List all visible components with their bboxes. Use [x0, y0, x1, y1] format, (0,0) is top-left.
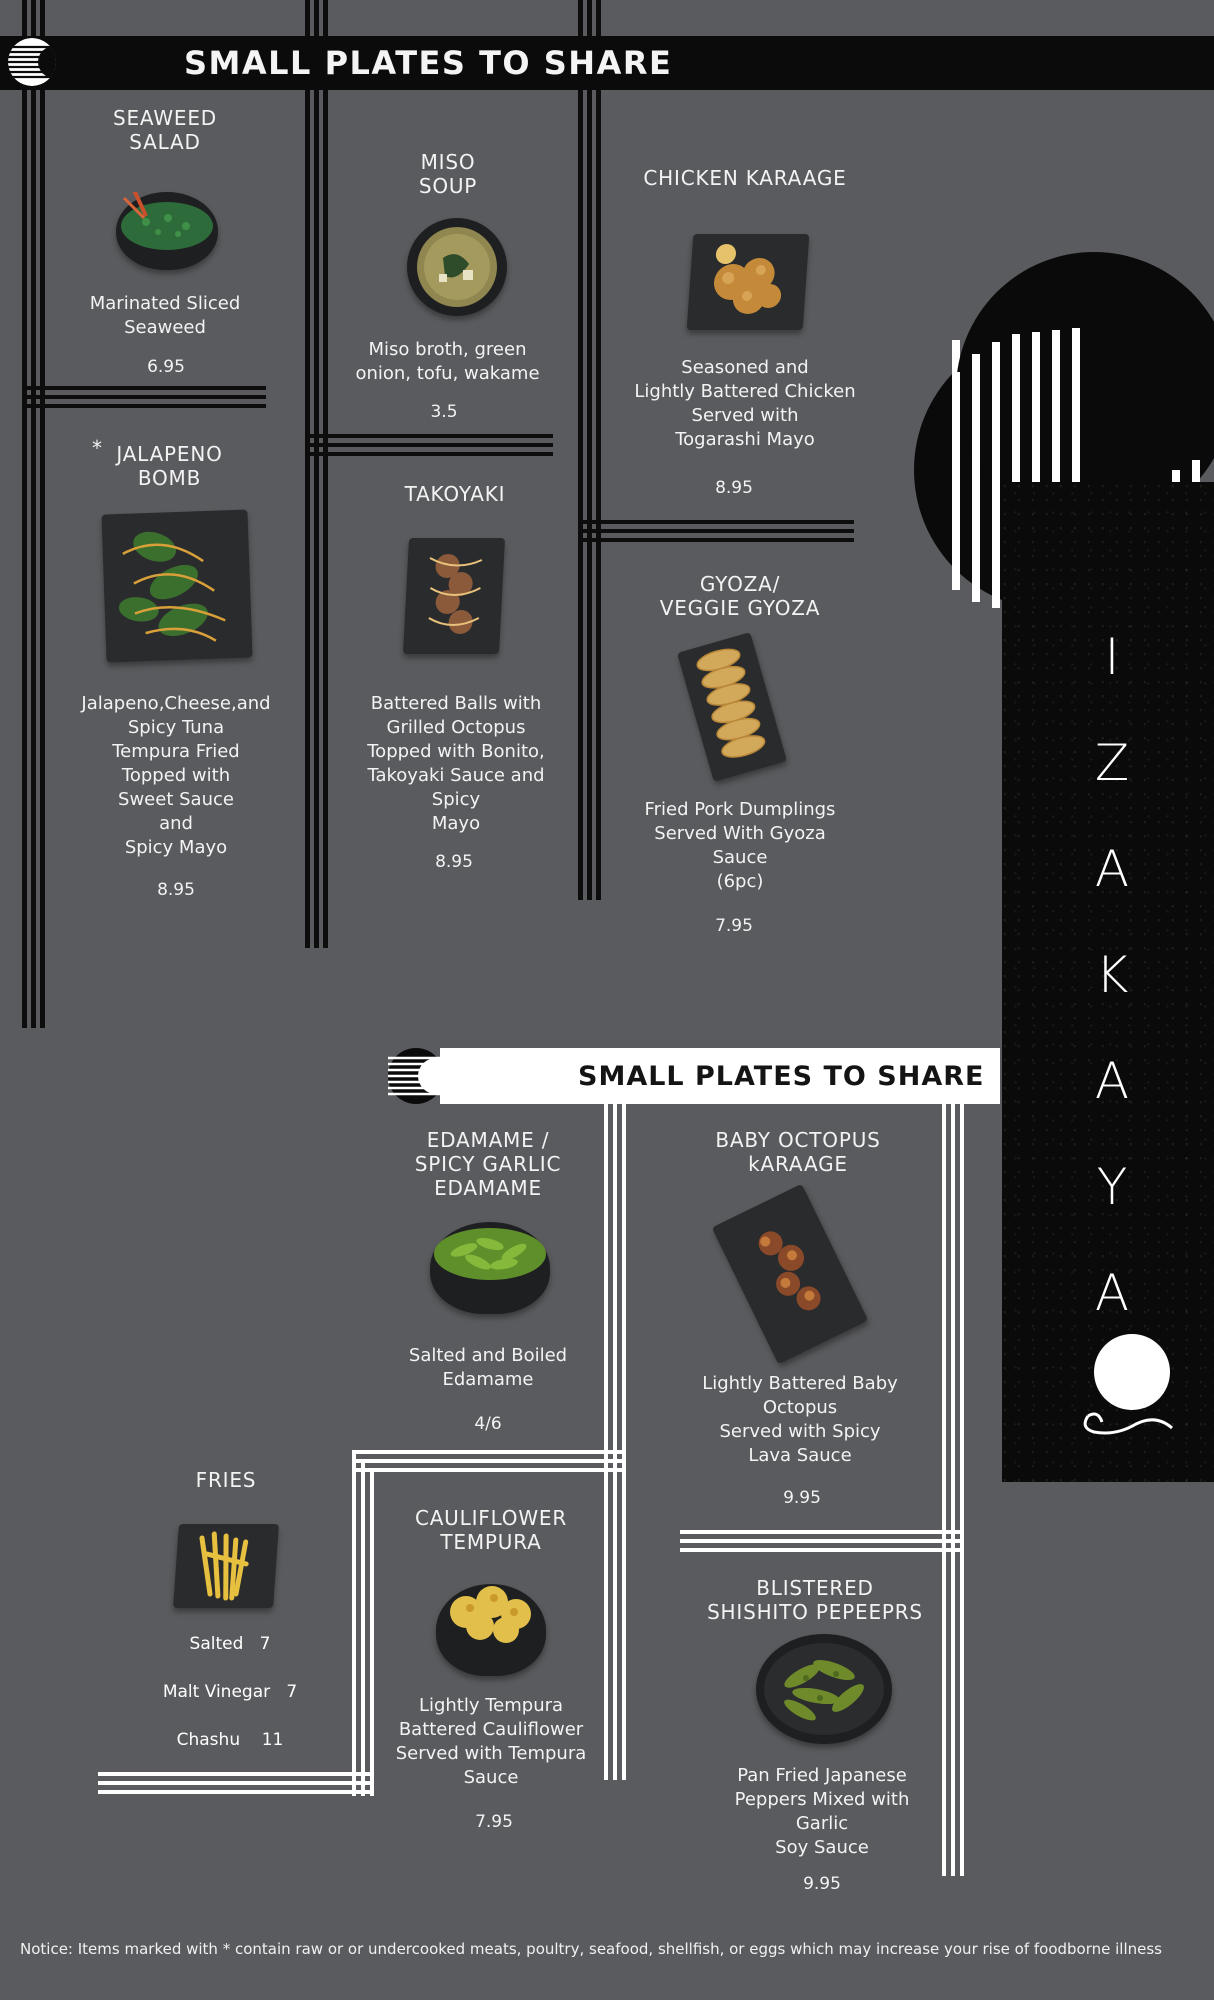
option-label: Malt Vinegar	[162, 1682, 271, 1702]
option-label: Salted	[189, 1634, 244, 1654]
divider-line	[680, 1548, 964, 1552]
gyoza-image	[677, 632, 787, 782]
jalapeno-bomb-image	[101, 509, 252, 662]
item-title: BLISTERED SHISHITO PEPEEPRS	[707, 1576, 923, 1624]
item-title: CHICKEN KARAAGE	[643, 166, 847, 190]
divider-line	[951, 1104, 955, 1876]
item-description: Miso broth, green onion, tofu, wakame	[355, 339, 540, 384]
divider-line	[22, 395, 266, 399]
takoyaki-image	[403, 538, 505, 654]
brand-letter: Y	[1096, 1158, 1128, 1216]
seaweed-salad-image	[116, 192, 218, 270]
item-description: Pan Fried Japanese Peppers Mixed with Garlic Soy Sauce	[734, 1765, 910, 1858]
item-title: EDAMAME / SPICY GARLIC EDAMAME	[414, 1128, 562, 1200]
item-description: Fried Pork Dumplings Served With Gyoza Sauce (6pc)	[644, 799, 836, 892]
baby-octopus-image	[712, 1184, 869, 1364]
item-title: BABY OCTOPUS kARAAGE	[715, 1128, 881, 1176]
divider-line	[578, 520, 854, 524]
item-title: GYOZA/ VEGGIE GYOZA	[659, 572, 821, 620]
cauliflower-tempura-image	[436, 1584, 546, 1676]
brand-letter: A	[1094, 840, 1130, 898]
divider-line	[604, 1104, 608, 1780]
edamame-image	[430, 1222, 550, 1314]
item-price: 9.95	[803, 1874, 841, 1894]
divider-line	[578, 529, 854, 533]
shishito-peppers-image	[756, 1634, 892, 1744]
fries-option	[160, 1730, 300, 1750]
divider-line	[352, 1459, 626, 1463]
divider-line	[370, 1468, 374, 1796]
brand-letter: I	[1104, 628, 1120, 686]
option-label: Chashu	[176, 1730, 241, 1750]
divider-line	[305, 0, 310, 948]
fries-option	[150, 1682, 310, 1702]
divider-line	[578, 0, 583, 900]
divider-line	[22, 404, 266, 408]
item-price: 4/6	[474, 1414, 502, 1434]
item-title: TAKOYAKI	[404, 482, 506, 506]
miso-soup-image	[407, 218, 507, 316]
divider-line	[578, 538, 854, 542]
divider-line	[352, 1450, 626, 1454]
divider-line	[98, 1772, 374, 1776]
divider-line	[305, 452, 553, 456]
divider-line	[622, 1104, 626, 1780]
divider-line	[680, 1539, 964, 1543]
divider-line	[98, 1781, 374, 1785]
item-description: Lightly Battered Baby Octopus Served with Spicy Lava Sauce	[702, 1373, 898, 1466]
item-description: Seasoned and Lightly Battered Chicken Served with Togarashi Mayo	[634, 357, 856, 450]
item-price: 9.95	[783, 1488, 821, 1508]
item-title: JALAPENO BOMB	[116, 442, 223, 490]
item-description: Marinated Sliced Seaweed	[89, 293, 241, 338]
divider-line	[323, 0, 328, 948]
divider-line	[680, 1530, 964, 1534]
moon-logo-icon	[8, 38, 56, 86]
divider-line	[40, 0, 45, 1028]
divider-line	[314, 0, 319, 948]
divider-line	[613, 1104, 617, 1780]
item-title: CAULIFLOWER TEMPURA	[414, 1506, 568, 1554]
section-title: SMALL PLATES TO SHARE	[184, 44, 673, 82]
divider-line	[305, 434, 553, 438]
divider-line	[942, 1104, 946, 1876]
divider-line	[305, 443, 553, 447]
item-title: MISO SOUP	[418, 150, 478, 198]
fries-option	[170, 1634, 290, 1654]
item-price: 8.95	[715, 478, 753, 498]
item-description: Lightly Tempura Battered Cauliflower Served with Tempura Sauce	[395, 1695, 587, 1788]
divider-line	[31, 0, 36, 1028]
allergy-notice: Notice: Items marked with * contain raw or or undercooked meats, poultry, seafood, shellfish, or eggs which may increase your rise of foodborne illness	[20, 1940, 1162, 1958]
item-price: 7.95	[475, 1812, 513, 1832]
item-description: Battered Balls with Grilled Octopus Topped with Bonito, Takoyaki Sauce and Spicy Mayo	[367, 693, 545, 834]
raw-food-marker: *	[92, 436, 102, 460]
divider-line	[352, 1450, 356, 1796]
section-title: SMALL PLATES TO SHARE	[578, 1061, 985, 1092]
chicken-karaage-image	[687, 234, 810, 330]
item-description: Salted and Boiled Edamame	[408, 1345, 568, 1390]
fries-image	[173, 1524, 279, 1608]
item-title: SEAWEED SALAD	[113, 106, 217, 154]
moon-logo-icon	[388, 1048, 444, 1104]
item-price: 3.5	[430, 402, 458, 422]
option-price: 7	[259, 1634, 271, 1654]
brand-letter: A	[1094, 1264, 1130, 1322]
item-title: FRIES	[195, 1468, 257, 1492]
item-price: 8.95	[435, 852, 473, 872]
item-price: 7.95	[715, 916, 753, 936]
divider-line	[596, 0, 601, 900]
divider-line	[22, 0, 27, 1028]
divider-line	[960, 1104, 964, 1876]
divider-line	[361, 1459, 365, 1796]
divider-line	[22, 386, 266, 390]
moon-wave-icon	[1076, 1332, 1176, 1452]
item-description: Jalapeno,Cheese,and Spicy Tuna Tempura Fried Topped with Sweet Sauce and Spicy Mayo	[81, 693, 271, 858]
divider-line	[587, 0, 592, 900]
option-price: 11	[261, 1730, 284, 1750]
option-price: 7	[286, 1682, 298, 1702]
item-price: 6.95	[147, 357, 185, 377]
divider-line	[352, 1468, 626, 1472]
brand-letter: A	[1094, 1052, 1130, 1110]
divider-line	[98, 1790, 374, 1794]
brand-letter: K	[1095, 946, 1129, 1004]
brand-letter: Z	[1094, 734, 1130, 792]
item-price: 8.95	[157, 880, 195, 900]
